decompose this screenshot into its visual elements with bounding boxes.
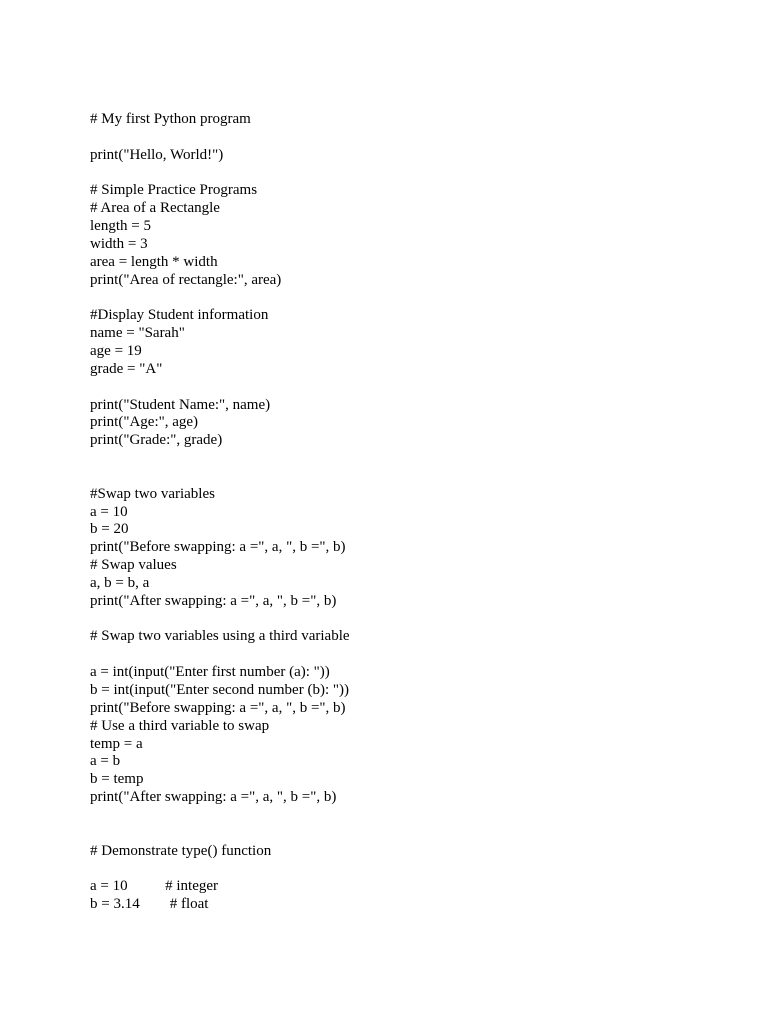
text-line: #Display Student information — [90, 307, 269, 324]
blank-line — [90, 807, 690, 825]
text-line: # Demonstrate type() function — [90, 842, 272, 859]
text-line: b = 3.14 # float — [90, 896, 209, 913]
text-line: b = int(input("Enter second number (b): ")) — [90, 682, 349, 698]
text-line: a, b = b, a — [90, 574, 150, 591]
text-line: grade = "A" — [90, 360, 163, 377]
text-line: print("Student Name:", name) — [90, 396, 271, 413]
text-line: age = 19 — [90, 342, 142, 359]
text-line: a = b — [90, 753, 121, 770]
text-line: print("Hello, World!") — [90, 146, 224, 163]
text-line: # Use a third variable to swap — [90, 717, 270, 734]
text-line: a = 10 — [90, 503, 128, 520]
blank-line — [90, 165, 690, 183]
text-line: temp = a — [90, 735, 143, 752]
text-line: length = 5 — [90, 218, 151, 235]
blank-line — [90, 468, 690, 486]
text-line: #Swap two variables — [90, 485, 215, 502]
text-line: print("Before swapping: a =", a, ", b =", b) — [90, 539, 346, 556]
text-line: print("Grade:", grade) — [90, 432, 223, 449]
text-line: # Swap values — [90, 557, 177, 574]
text-line: # Swap two variables using a third variable — [90, 628, 350, 645]
text-line: print("After swapping: a =", a, ", b =", b) — [90, 592, 337, 609]
text-line: # Simple Practice Programs — [90, 182, 258, 199]
text-line: area = length * width — [90, 253, 218, 270]
blank-line — [90, 611, 690, 629]
text-line: print("Age:", age) — [90, 414, 199, 431]
document-body — [90, 111, 690, 914]
text-line: # My first Python program — [90, 111, 251, 127]
blank-line — [90, 450, 690, 468]
blank-line — [90, 646, 690, 664]
text-line: # Area of a Rectangle — [90, 200, 220, 217]
blank-line — [90, 825, 690, 843]
text-line: name = "Sarah" — [90, 325, 185, 342]
text-line: width = 3 — [90, 235, 148, 252]
text-line: b = 20 — [90, 521, 129, 538]
blank-line — [90, 129, 690, 147]
text-line: print("Before swapping: a =", a, ", b =", b) — [90, 699, 346, 716]
text-line: print("After swapping: a =", a, ", b =", b) — [90, 789, 337, 806]
text-line: b = temp — [90, 771, 144, 788]
blank-line — [90, 860, 690, 878]
text-line: a = 10 # integer — [90, 878, 219, 895]
text-line: print("Area of rectangle:", area) — [90, 271, 282, 288]
blank-line — [90, 379, 690, 397]
text-line: a = int(input("Enter first number (a): ")) — [90, 664, 330, 681]
blank-line — [90, 289, 690, 307]
